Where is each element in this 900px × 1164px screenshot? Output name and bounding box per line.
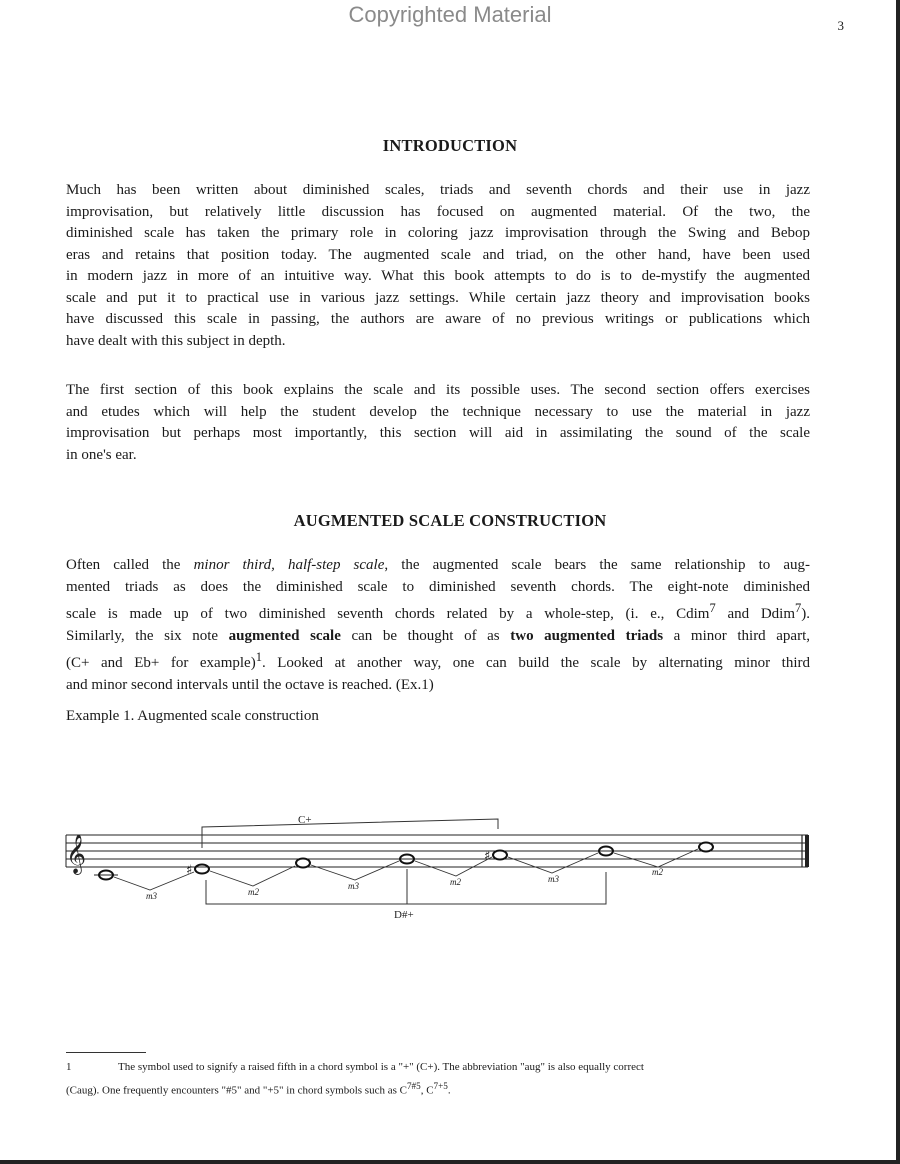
augmented-triad-bracket-top xyxy=(202,819,498,848)
text-line: eras and retains that position today. The augmented scale and triad, on the other hand, have been used xyxy=(66,246,810,263)
interval-label: m2 xyxy=(450,877,461,887)
interval-label: m2 xyxy=(248,887,259,897)
text-line: mented triads as does the diminished scale to diminished seventh chords. The eight-note diminished xyxy=(66,578,810,595)
term-italic: minor third, half-step scale xyxy=(193,557,385,573)
intro-paragraph-2 xyxy=(66,380,810,466)
text-line: Often called the minor third, half-step scale, the augmented scale bears the same relationship to aug- xyxy=(66,557,810,573)
interval-label: m2 xyxy=(652,867,663,877)
text-line: and minor second intervals until the octave is reached. (Ex.1) xyxy=(66,676,434,693)
augmented-triad-bracket-bottom xyxy=(206,872,606,904)
text-line: improvisation but perhaps most importantly, this section will aid in assimilating the sound of the scale xyxy=(66,425,810,441)
sharp-icon: ♯ xyxy=(484,849,491,864)
example-caption: Example 1. Augmented scale construction xyxy=(66,708,319,724)
text-line: improvisation, but relatively little discussion has focused on augmented material. Of the two, the xyxy=(66,203,810,220)
text-line: in one's ear. xyxy=(66,446,137,463)
footnote-line: (Caug). One frequently encounters "#5" and "+5" in chord symbols such as $C^{7\#5}$, $C^{7+5}$. xyxy=(66,1081,451,1097)
interval-label: m3 xyxy=(348,881,359,891)
page-number: 3 xyxy=(837,18,844,33)
music-staff-example xyxy=(58,805,818,930)
term-bold: augmented scale xyxy=(228,627,341,644)
term-bold: two augmented triads xyxy=(510,627,664,644)
footnote xyxy=(66,1058,796,1101)
interval-label: m3 xyxy=(548,874,559,884)
footnote-number: 1 xyxy=(66,1061,72,1073)
interval-label: m3 xyxy=(146,891,157,901)
page-bottom-edge xyxy=(0,1160,900,1164)
note-e xyxy=(296,859,310,868)
sharp-icon: ♯ xyxy=(186,863,193,878)
footnote-line: 1 The symbol used to signify a raised fifth in a chord symbol is a "+" (C+). The abbreviation "aug" is also equally correct xyxy=(66,1058,796,1077)
text-line: have dealt with this subject in depth. xyxy=(66,332,286,349)
note-c-octave xyxy=(699,843,713,852)
triad-label-bottom: D#+ xyxy=(394,909,414,921)
text-line: Much has been written about diminished scales, triads and seventh chords and their use in jazz xyxy=(66,182,810,198)
page-edge xyxy=(896,0,900,1164)
text-line: The first section of this book explains the scale and its possible uses. The second section offers exercises xyxy=(66,382,810,398)
intro-paragraph-1 xyxy=(66,180,810,352)
text-line: Similarly, the six note augmented scale can be thought of as two augmented triads a minor third apart, xyxy=(66,627,811,644)
triad-label-top: C+ xyxy=(298,814,312,826)
text-line: have discussed this scale in passing, the authors are aware of no previous writings or publications which xyxy=(66,311,810,327)
footnote-ref: 1 xyxy=(255,650,262,664)
introduction-heading: INTRODUCTION xyxy=(382,136,518,155)
text-line: scale and put it to practical use in various jazz settings. While certain jazz theory and improvisation books xyxy=(66,289,810,306)
text-line: in modern jazz in more of an intuitive way. What this book attempts to do is to de-mystify the augmented xyxy=(66,268,810,284)
construction-paragraph xyxy=(66,555,810,696)
text-line: (C+ and Eb+ for example)$^1$. Looked at another way, one can build the scale by alternating minor third xyxy=(66,650,810,671)
footnote-rule xyxy=(66,1052,146,1053)
text-line: diminished scale has taken the primary role in coloring jazz improvisation through the Swing and Bebop xyxy=(66,225,810,241)
note-g-sharp xyxy=(493,851,507,860)
construction-heading: AUGMENTED SCALE CONSTRUCTION xyxy=(293,511,607,530)
text-line: scale is made up of two diminished seventh chords related by a whole-step, (i. e., Cdim$^7$ and Ddim$^7$). xyxy=(66,601,811,622)
treble-clef-icon: 𝄞 xyxy=(66,834,87,874)
note-d-sharp xyxy=(195,865,209,874)
text-line: and etudes which will help the student develop the technique necessary to use the material in jazz xyxy=(66,403,810,420)
copyright-watermark: Copyrighted Material xyxy=(348,2,552,27)
